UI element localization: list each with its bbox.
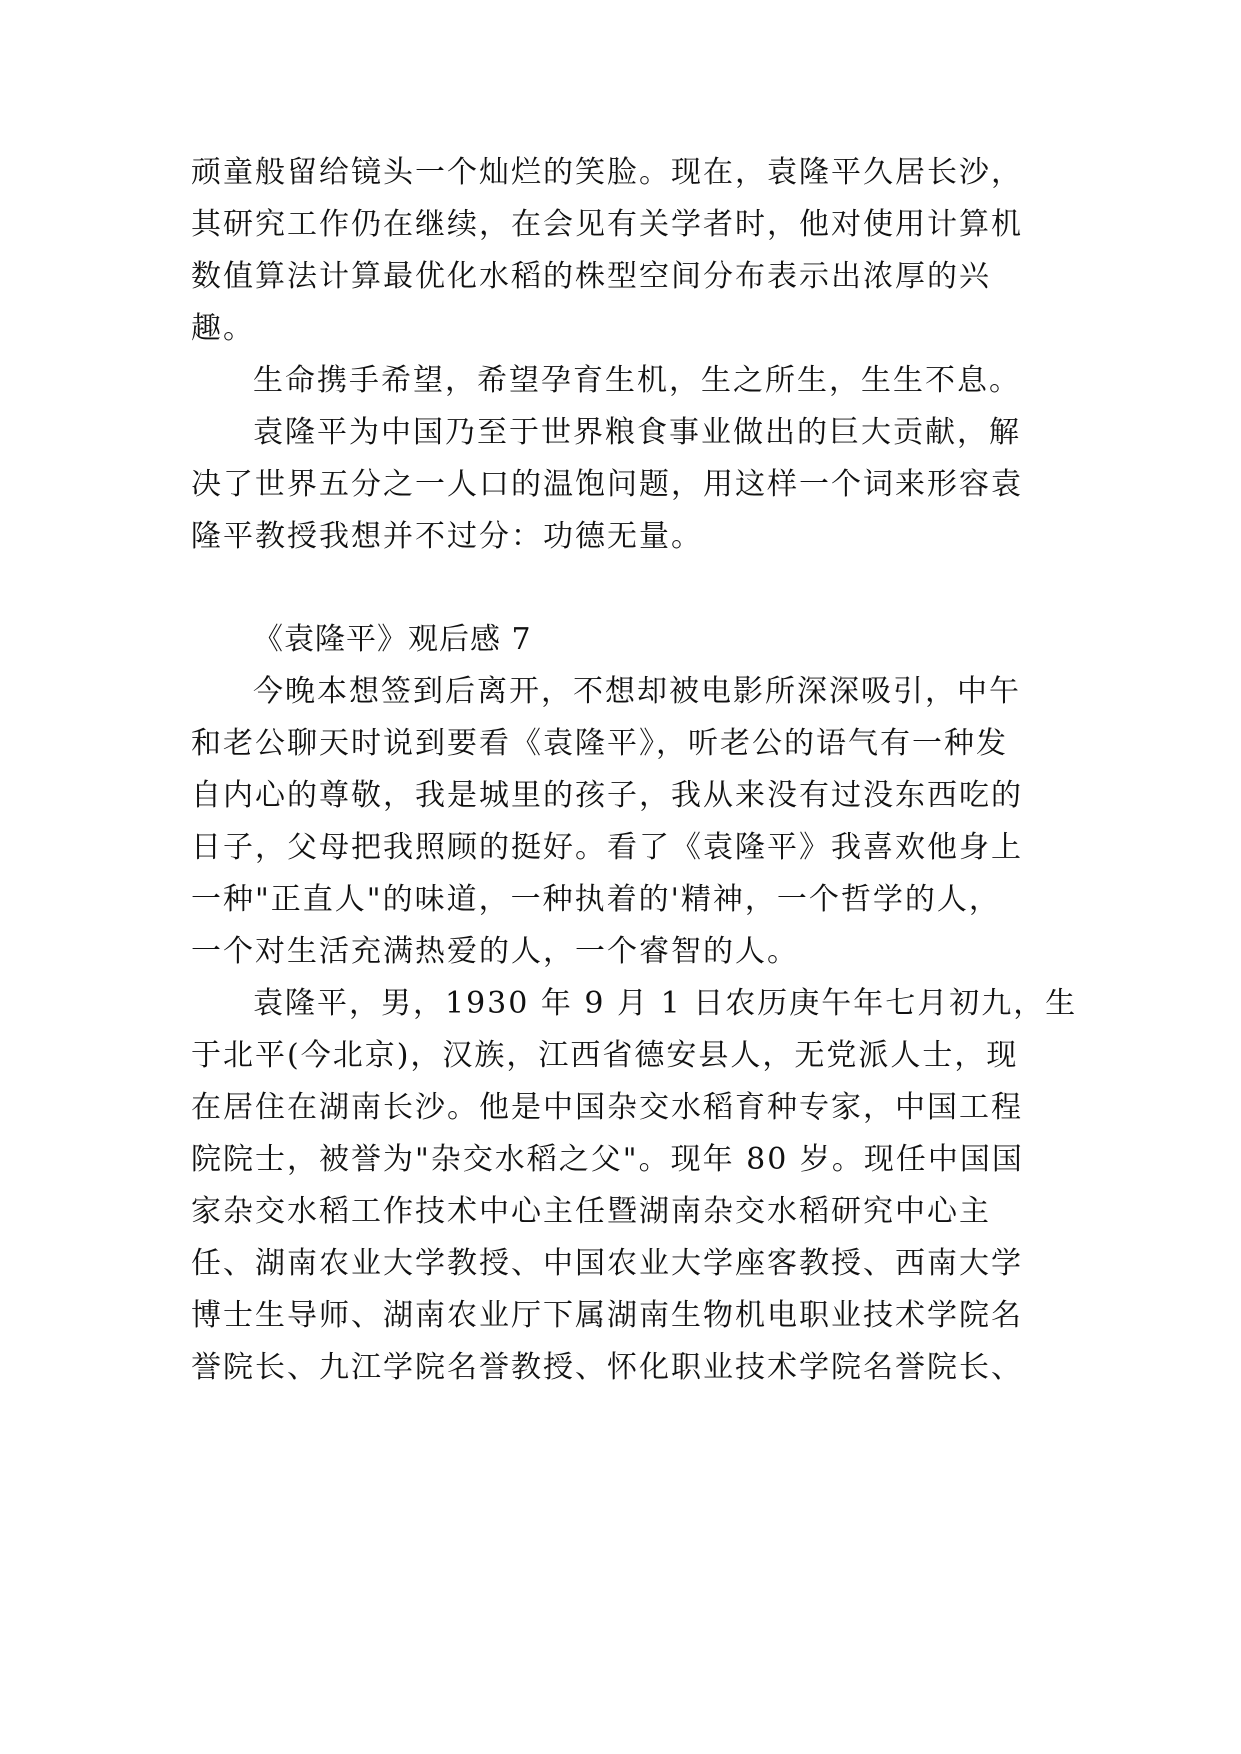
paragraph-line: 院院士，被誉为"杂交水稻之父"。现年 80 岁。现任中国国	[191, 1142, 1024, 1177]
paragraph-line: 自内心的尊敬，我是城里的孩子，我从来没有过没东西吃的	[191, 778, 1023, 813]
paragraph-line: 数值算法计算最优化水稻的株型空间分布表示出浓厚的兴	[191, 259, 991, 294]
paragraph-line: 任、湖南农业大学教授、中国农业大学座客教授、西南大学	[191, 1246, 1023, 1281]
paragraph-line: 博士生导师、湖南农业厅下属湖南生物机电职业技术学院名	[191, 1298, 1023, 1333]
section-title: 《袁隆平》观后感 7	[253, 622, 532, 657]
paragraph-line: 顽童般留给镜头一个灿烂的笑脸。现在，袁隆平久居长沙，	[191, 155, 1023, 190]
paragraph-line: 日子，父母把我照顾的挺好。看了《袁隆平》我喜欢他身上	[191, 830, 1023, 865]
paragraph-line: 袁隆平，男，1930 年 9 月 1 日农历庚午年七月初九，生	[253, 986, 1078, 1021]
paragraph-line: 生命携手希望，希望孕育生机，生之所生，生生不息。	[253, 363, 1021, 398]
paragraph-line: 家杂交水稻工作技术中心主任暨湖南杂交水稻研究中心主	[191, 1194, 991, 1229]
paragraph-line: 今晚本想签到后离开，不想却被电影所深深吸引，中午	[253, 674, 1021, 709]
paragraph-line: 誉院长、九江学院名誉教授、怀化职业技术学院名誉院长、	[191, 1350, 1023, 1385]
paragraph-line: 隆平教授我想并不过分：功德无量。	[191, 519, 703, 554]
paragraph-line: 其研究工作仍在继续，在会见有关学者时，他对使用计算机	[191, 207, 1023, 242]
paragraph-line: 在居住在湖南长沙。他是中国杂交水稻育种专家，中国工程	[191, 1090, 1023, 1125]
paragraph-line: 趣。	[191, 311, 255, 346]
paragraph-line: 一种"正直人"的味道，一种执着的'精神，一个哲学的人，	[191, 882, 1001, 917]
paragraph-line: 袁隆平为中国乃至于世界粮食事业做出的巨大贡献，解	[253, 415, 1021, 450]
paragraph-line: 于北平(今北京)，汉族，江西省德安县人，无党派人士，现	[191, 1038, 1019, 1073]
paragraph-line: 一个对生活充满热爱的人，一个睿智的人。	[191, 934, 799, 969]
paragraph-line: 和老公聊天时说到要看《袁隆平》，听老公的语气有一种发	[191, 726, 1008, 761]
paragraph-line: 决了世界五分之一人口的温饱问题，用这样一个词来形容袁	[191, 467, 1023, 502]
